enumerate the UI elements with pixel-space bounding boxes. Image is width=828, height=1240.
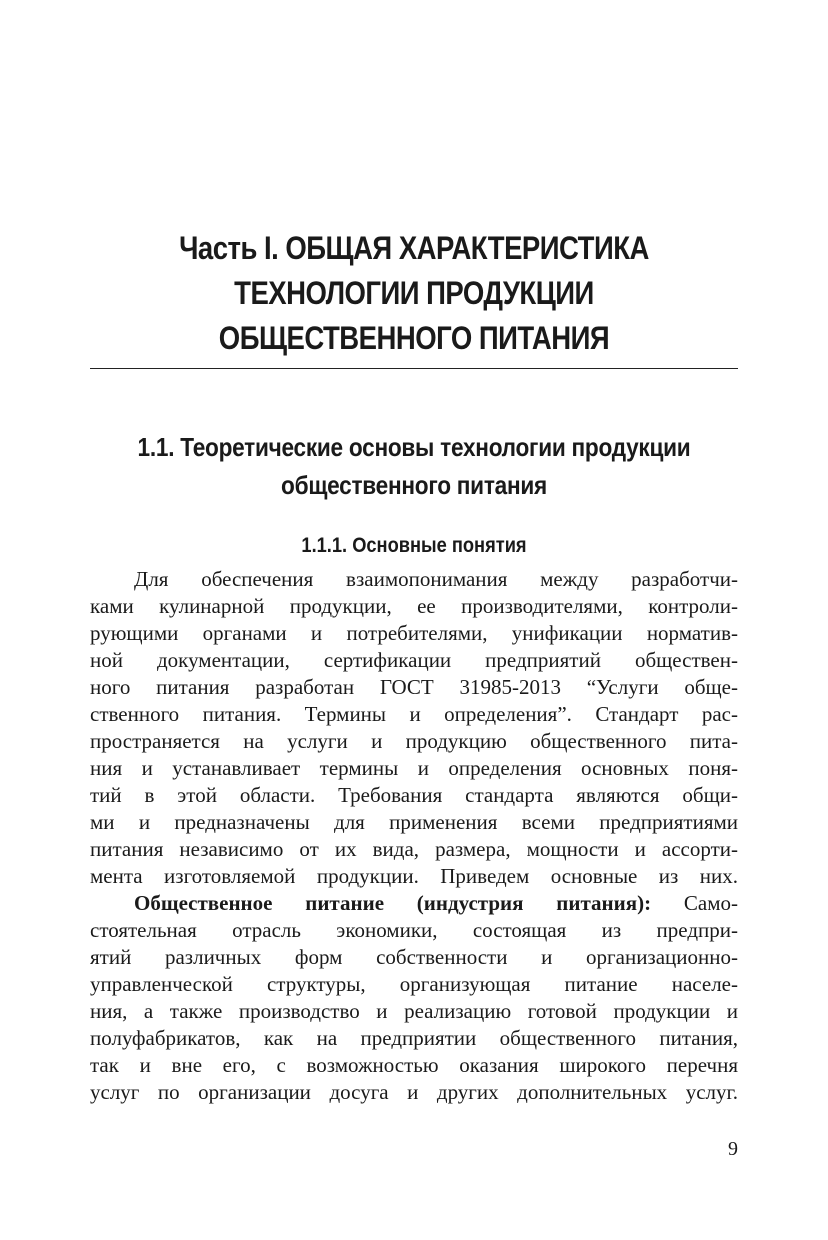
section-title-line-1: 1.1. Теоретические основы технологии продукции xyxy=(137,432,691,462)
definition-start: Само- xyxy=(683,891,738,915)
paragraph-line: стоятельная отрасль экономики, состоящая из предпри- xyxy=(90,918,738,942)
paragraph-line: ного питания разработан ГОСТ 31985-2013 “Услуги обще- xyxy=(90,675,738,699)
paragraph-line: так и вне его, с возможностью оказания широкого перечня xyxy=(90,1053,738,1077)
paragraph-line: полуфабрикатов, как на предприятии общественного питания, xyxy=(90,1026,738,1050)
part-title-line-1: Часть I. ОБЩАЯ ХАРАКТЕРИСТИКА xyxy=(179,230,649,266)
part-title-line-3: ОБЩЕСТВЕННОГО ПИТАНИЯ xyxy=(218,320,610,356)
defined-term: Общественное питание (индустрия питания): xyxy=(134,891,652,915)
section-title xyxy=(106,428,722,504)
paragraph-line: Для обеспечения взаимопонимания между разработчи- xyxy=(134,567,738,591)
paragraph-line: ния и устанавливает термины и определения основных поня- xyxy=(90,756,738,780)
paragraph-line: тий в этой области. Требования стандарта являются общи- xyxy=(90,783,738,807)
paragraph-line: ной документации, сертификации предприятий обществен- xyxy=(90,648,738,672)
paragraph-line: питания независимо от их вида, размера, мощности и ассорти- xyxy=(90,837,738,861)
paragraph-line: пространяется на услуги и продукцию общественного пита- xyxy=(90,729,738,753)
paragraph-line: ками кулинарной продукции, ее производителями, контроли- xyxy=(90,594,738,618)
title-divider xyxy=(90,368,738,369)
paragraph-line: управленческой структуры, организующая питание населе- xyxy=(90,972,738,996)
paragraph-line: ния, а также производство и реализацию готовой продукции и xyxy=(90,999,738,1023)
paragraph-line: ственного питания. Термины и определения”. Стандарт рас- xyxy=(90,702,738,726)
paragraph-definition xyxy=(90,890,738,1106)
paragraph-line: ми и предназначены для применения всеми предприятиями xyxy=(90,810,738,834)
paragraph-line: услуг по организации досуга и других дополнительных услуг. xyxy=(90,1080,738,1104)
definition-first-line xyxy=(90,890,738,917)
paragraph-line: рующими органами и потребителями, унификации норматив- xyxy=(90,621,738,645)
paragraph-line: ятий различных форм собственности и организационно- xyxy=(90,945,738,969)
paragraph-line: мента изготовляемой продукции. Приведем основные из них. xyxy=(90,864,738,888)
subsection-title: 1.1.1. Основные понятия xyxy=(301,534,527,557)
part-title xyxy=(135,226,692,361)
body-text xyxy=(90,566,738,1106)
page-number: 9 xyxy=(728,1138,738,1160)
paragraph-intro xyxy=(90,566,738,890)
part-title-line-2: ТЕХНОЛОГИИ ПРОДУКЦИИ xyxy=(234,275,594,311)
section-title-line-2: общественного питания xyxy=(281,470,547,500)
